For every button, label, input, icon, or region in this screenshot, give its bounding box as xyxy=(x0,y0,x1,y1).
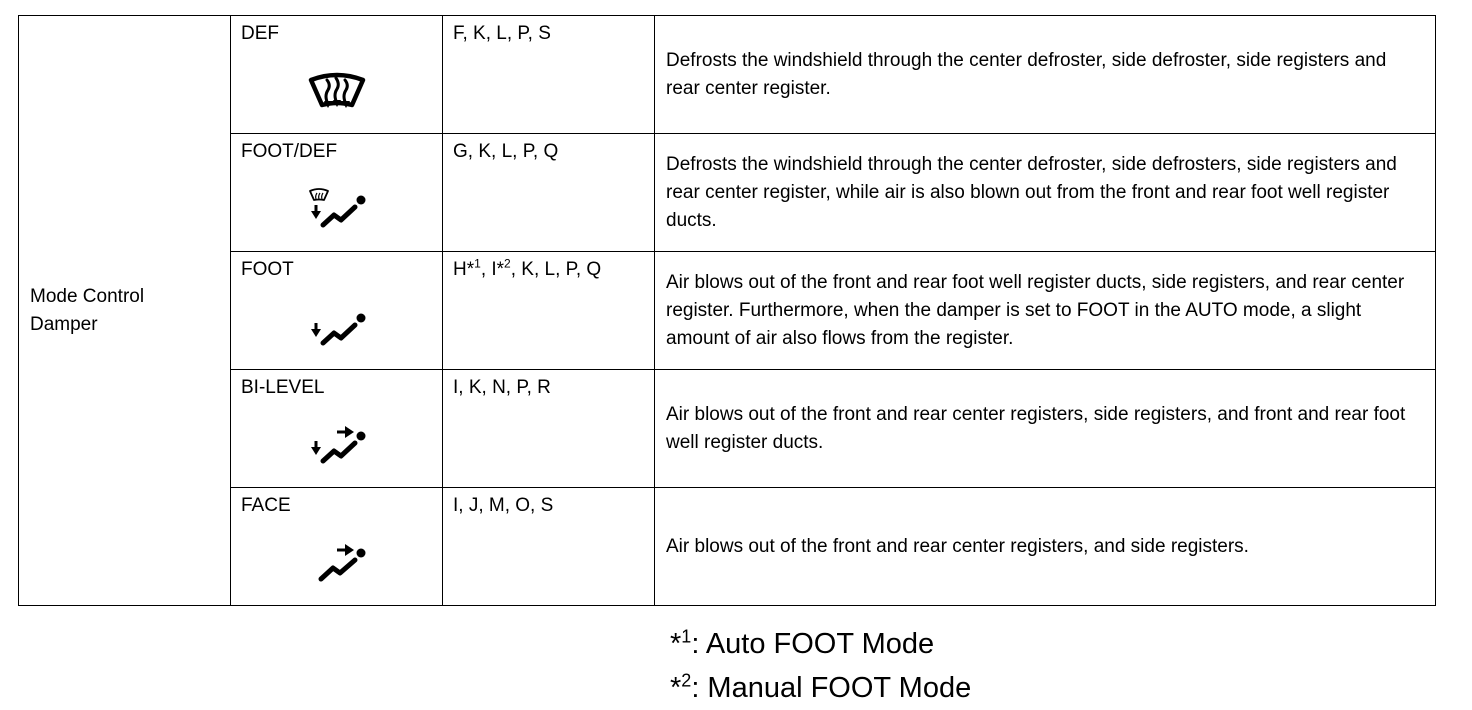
mode-cell-face xyxy=(231,488,443,606)
mode-cell-foot-def xyxy=(231,134,443,252)
description-foot: Air blows out of the front and rear foot well register ducts, side registers, and rear center register. Furthermore, when the damper is set to FOOT in the AUTO mode, a slight amount of air also flows from the register. xyxy=(655,252,1436,370)
component-cell xyxy=(19,16,231,606)
description-face: Air blows out of the front and rear center registers, and side registers. xyxy=(655,488,1436,606)
position-h: H* xyxy=(453,259,475,280)
footnote-ref-2: 2 xyxy=(504,256,511,271)
footnote-ref-1: 1 xyxy=(474,256,481,271)
damper-positions-foot-def: G, K, L, P, Q xyxy=(443,134,655,252)
footnote-2 xyxy=(670,666,971,710)
mode-cell-bi-level xyxy=(231,370,443,488)
foot-icon xyxy=(307,304,367,348)
footnote-1 xyxy=(670,622,971,666)
mode-name: DEF xyxy=(241,23,279,44)
description-bi-level: Air blows out of the front and rear center registers, side registers, and front and rear foot well register ducts. xyxy=(655,370,1436,488)
footnote-mark: * xyxy=(670,672,682,704)
footnote-mark: * xyxy=(670,628,682,660)
component-name-line1: Mode Control xyxy=(30,285,145,307)
description-def: Defrosts the windshield through the center defroster, side defroster, side registers and rear center register. xyxy=(655,16,1436,134)
mode-name: BI-LEVEL xyxy=(241,377,325,398)
mode-cell-foot xyxy=(231,252,443,370)
damper-positions-face: I, J, M, O, S xyxy=(443,488,655,606)
footnote-number: 2 xyxy=(681,670,692,691)
damper-positions-bi-level: I, K, N, P, R xyxy=(443,370,655,488)
mode-control-damper-table xyxy=(18,15,1436,606)
positions-rest: , K, L, P, Q xyxy=(510,259,602,280)
damper-positions-def: F, K, L, P, S xyxy=(443,16,655,134)
footnote-text: : Manual FOOT Mode xyxy=(691,672,972,704)
table-row-foot-def xyxy=(19,134,1436,252)
description-foot-def: Defrosts the windshield through the center defroster, side defrosters, side registers and rear center register, while air is also blown out from the front and rear foot well register ducts. xyxy=(655,134,1436,252)
table-row-foot xyxy=(19,252,1436,370)
mode-name: FOOT/DEF xyxy=(241,141,338,162)
def-windshield-icon xyxy=(307,68,367,112)
footnotes xyxy=(670,622,971,710)
foot-def-icon xyxy=(307,186,367,230)
mode-name: FOOT xyxy=(241,259,294,280)
table-row-face xyxy=(19,488,1436,606)
component-name-line2: Damper xyxy=(30,313,98,335)
mode-name: FACE xyxy=(241,495,291,516)
footnote-text: : Auto FOOT Mode xyxy=(691,628,935,660)
position-i: , I* xyxy=(480,259,505,280)
bi-level-icon xyxy=(307,422,367,466)
table-row-def xyxy=(19,16,1436,134)
damper-positions-foot xyxy=(443,252,655,370)
table-row-bi-level xyxy=(19,370,1436,488)
mode-cell-def xyxy=(231,16,443,134)
face-icon xyxy=(307,540,367,584)
footnote-number: 1 xyxy=(681,626,692,647)
